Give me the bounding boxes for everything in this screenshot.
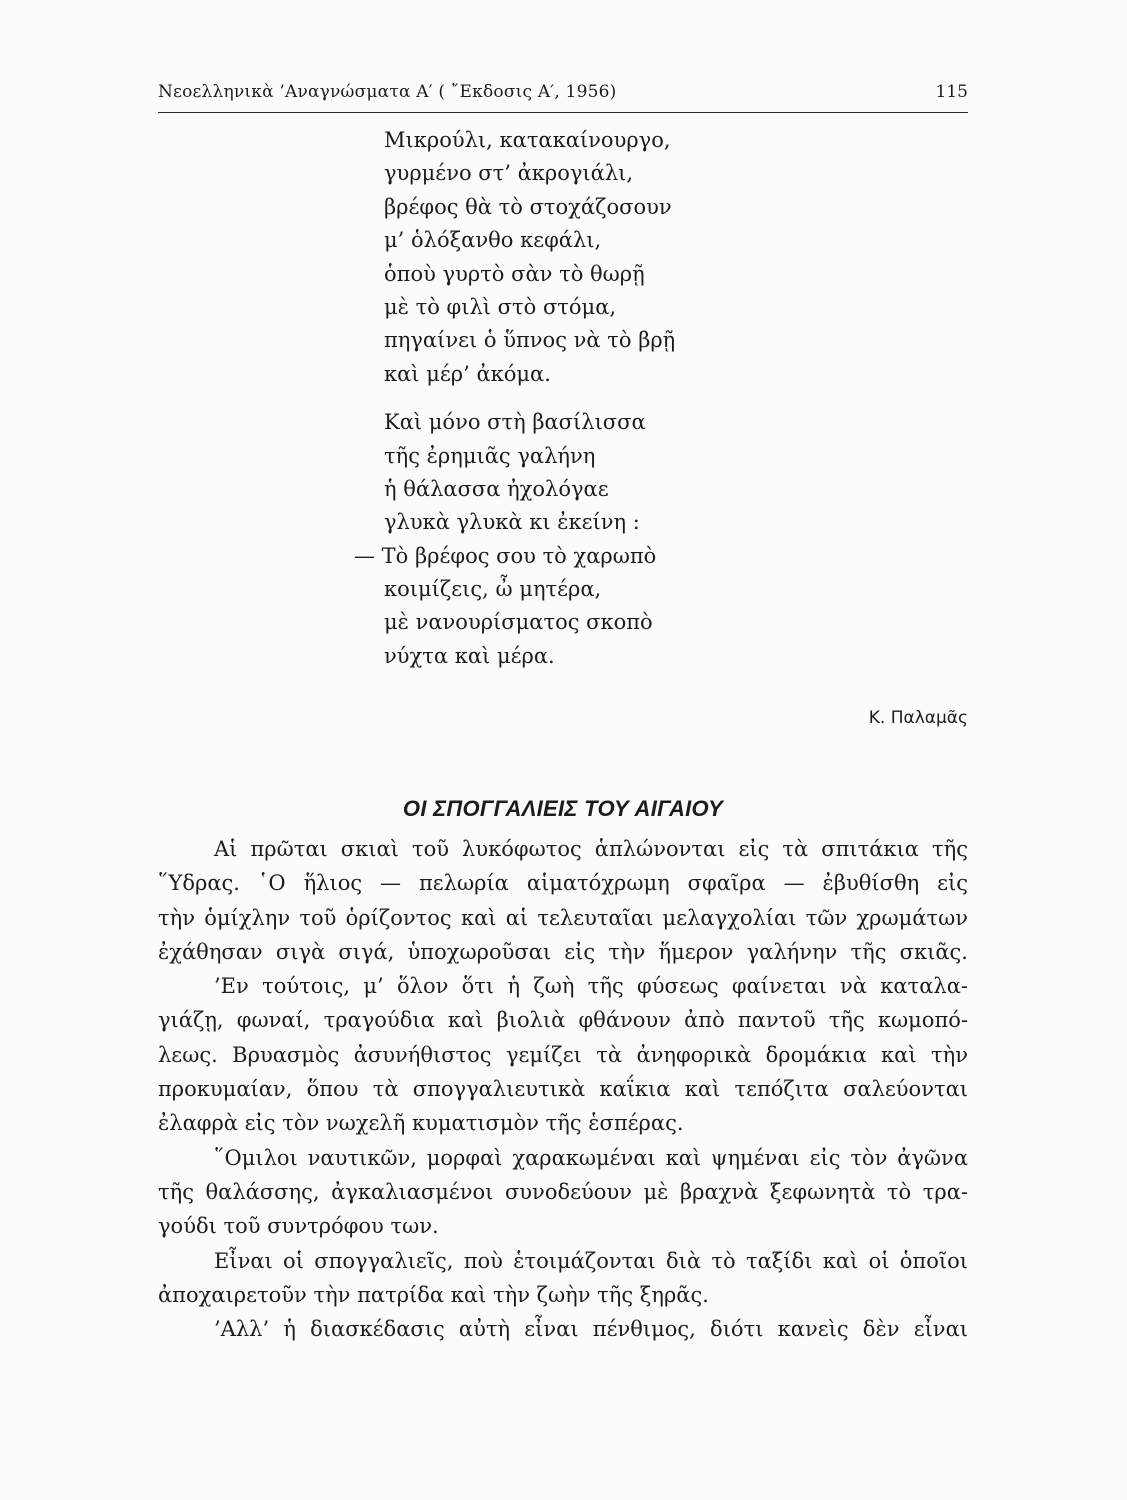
poem-line: μ’ ὁλόξανθο κεφάλι,: [384, 228, 602, 253]
page-number: 115: [935, 82, 968, 102]
running-title: Νεοελληνικὰ ’Αναγνώσματα Α′ ( ῎Εκδοσις Α′, 1956): [158, 82, 617, 102]
poem-line: βρέφος θὰ τὸ στοχάζοσουν: [384, 194, 672, 219]
prose-line: προκυμαίαν, ὅπου τὰ σπογγαλιευτικὰ καΐκια καὶ τεπόζιτα σαλεύονται: [158, 1077, 968, 1102]
prose-line: τῆς θαλάσσης, ἀγκαλιασμένοι συνοδεύουν μὲ βραχνὰ ξεφωνητὰ τὸ τρα-: [158, 1179, 968, 1204]
prose-line: λεως. Βρυασμὸς ἀσυνήθιστος γεμίζει τὰ ἀνηφορικὰ δρομάκια καὶ τὴν: [158, 1042, 968, 1067]
poem-line: μὲ νανουρίσματος σκοπὸ: [384, 610, 653, 635]
prose-line: τὴν ὁμίχλην τοῦ ὁρίζοντος καὶ αἱ τελευταῖαι μελαγχολίαι τῶν χρωμάτων: [158, 905, 968, 930]
poem-line: μὲ τὸ φιλὶ στὸ στόμα,: [384, 294, 617, 319]
poem-author: Κ. Παλαμᾶς: [868, 708, 968, 728]
poem-line: Καὶ μόνο στὴ βασίλισσα: [384, 410, 646, 435]
prose-line: Αἱ πρῶται σκιαὶ τοῦ λυκόφωτος ἁπλώνονται εἰς τὰ σπιτάκια τῆς: [214, 837, 968, 861]
poem-stanza-2: [354, 406, 984, 673]
prose-line: ἀποχαιρετοῦν τὴν πατρίδα καὶ τὴν ζωὴν τῆς ξηρᾶς.: [158, 1282, 709, 1307]
poem-line: πηγαίνει ὁ ὕπνος νὰ τὸ βρῇ: [384, 328, 676, 353]
prose-line: ἐχάθησαν σιγὰ σιγά, ὑποχωροῦσαι εἰς τὴν ἥμερον γαλήνην τῆς σκιᾶς.: [158, 939, 968, 964]
prose-line: γιάζῃ, φωναί, τραγούδια καὶ βιολιὰ φθάνουν ἀπὸ παντοῦ τῆς κωμοπό-: [158, 1008, 968, 1033]
poem-line: γυρμένο στ’ ἀκρογιάλι,: [384, 161, 634, 186]
prose-line: ῞Ομιλοι ναυτικῶν, μορφαὶ χαρακωμέναι καὶ ψημέναι εἰς τὸν ἀγῶνα: [214, 1145, 968, 1170]
prose-line: ’Εν τούτοις, μ’ ὅλον ὅτι ἡ ζωὴ τῆς φύσεως φαίνεται νὰ καταλα-: [214, 974, 968, 999]
prose-body: [158, 832, 968, 1346]
poem-line: γλυκὰ γλυκὰ κι ἐκείνη :: [384, 510, 640, 535]
page-header: [158, 80, 968, 113]
poem-line: νύχτα καὶ μέρα.: [384, 643, 555, 668]
poem-line: ὁποὺ γυρτὸ σὰν τὸ θωρῇ: [384, 261, 645, 286]
poem: [354, 124, 984, 673]
prose-line: Εἶναι οἱ σπογγαλιεῖς, ποὺ ἑτοιμάζονται διὰ τὸ ταξίδι καὶ οἱ ὁποῖοι: [214, 1248, 968, 1273]
prose-line: ’Αλλ’ ἡ διασκέδασις αὐτὴ εἶναι πένθιμος, διότι κανεὶς δὲν εἶναι: [214, 1317, 968, 1342]
prose-line: ῞Υδρας. ῾Ο ἥλιος — πελωρία αἱματόχρωμη σφαῖρα — ἐβυθίσθη εἰς: [158, 871, 968, 896]
prose-line: ἐλαφρὰ εἰς τὸν νωχελῆ κυματισμὸν τῆς ἑσπέρας.: [158, 1111, 684, 1136]
poem-stanza-1: [384, 124, 984, 391]
poem-line-dialogue: — Τὸ βρέφος σου τὸ χαρωπὸ: [354, 543, 657, 568]
poem-line: καὶ μέρ’ ἀκόμα.: [384, 361, 551, 386]
poem-line: ἡ θάλασσα ἠχολόγαε: [384, 476, 609, 501]
section-title: ΟΙ ΣΠΟΓΓΑΛΙΕΙΣ ΤΟΥ ΑΙΓΑΙΟΥ: [402, 796, 724, 821]
poem-line: κοιμίζεις, ὦ μητέρα,: [384, 577, 602, 602]
prose-line: γούδι τοῦ συντρόφου των.: [158, 1214, 439, 1239]
poem-line: Μικρούλι, κατακαίνουργο,: [384, 128, 671, 152]
poem-line: τῆς ἐρημιᾶς γαλήνη: [384, 443, 596, 468]
